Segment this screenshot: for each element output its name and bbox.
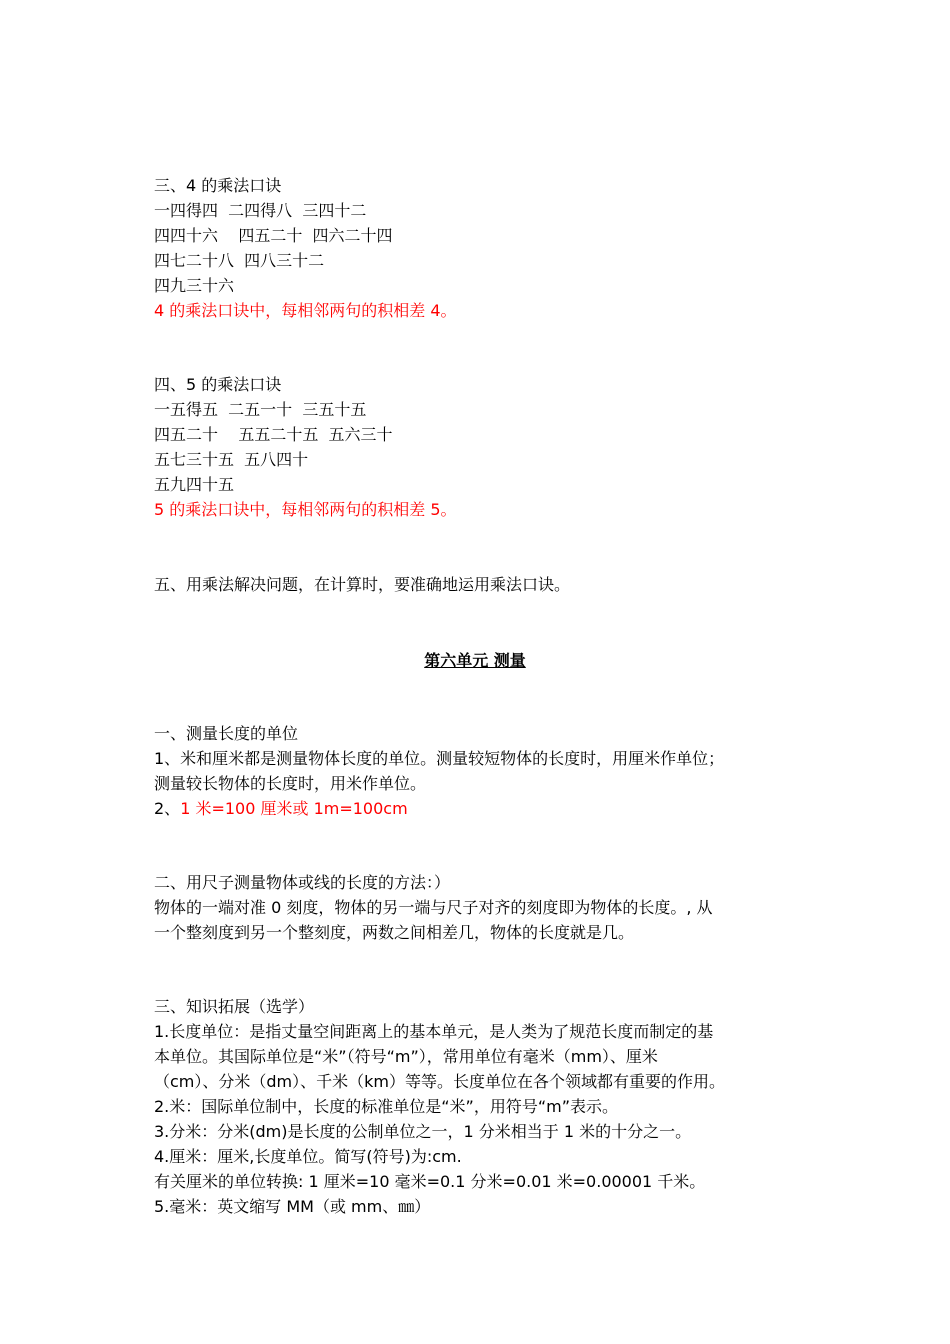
section-heading: 二、用尺子测量物体或线的长度的方法：） xyxy=(154,873,451,892)
paragraph-line: 一个整刻度到另一个整刻度，两数之间相差几，物体的长度就是几。 xyxy=(154,923,635,942)
paragraph-line: 5.毫米：英文缩写 MM（或 mm、㎜） xyxy=(154,1197,431,1216)
rhyme-line: 四七二十八 四八三十二 xyxy=(154,251,325,270)
rhyme-line: 四四十六 四五二十 四六二十四 xyxy=(154,226,393,245)
rhyme-line: 一五得五 二五一十 三五十五 xyxy=(154,400,367,419)
rhyme-line: 五七三十五 五八四十 xyxy=(154,450,309,469)
section-heading: 三、知识拓展（选学） xyxy=(154,997,315,1016)
rhyme-line: 四九三十六 xyxy=(154,276,235,295)
unit-title: 第六单元 测量 xyxy=(424,651,526,670)
item-prefix: 2、 xyxy=(154,799,181,818)
highlight-note: 4 的乘法口诀中，每相邻两句的积相差 4。 xyxy=(154,301,457,320)
paragraph-line: 3.分米：分米(dm)是长度的公制单位之一，1 分米相当于 1 米的十分之一。 xyxy=(154,1122,692,1141)
highlight-note: 5 的乘法口诀中，每相邻两句的积相差 5。 xyxy=(154,500,457,519)
paragraph-line xyxy=(154,798,408,820)
paragraph-line: （cm）、分米（dm）、千米（km）等等。长度单位在各个领域都有重要的作用。 xyxy=(154,1072,725,1091)
rhyme-line: 四五二十 五五二十五 五六三十 xyxy=(154,425,393,444)
paragraph-line: 2.米：国际单位制中，长度的标准单位是“米”，用符号“m”表示。 xyxy=(154,1097,619,1116)
rhyme-line: 五九四十五 xyxy=(154,475,235,494)
paragraph-line: 1.长度单位：是指丈量空间距离上的基本单元，是人类为了规范长度而制定的基 xyxy=(154,1022,714,1041)
highlight-formula: 1 米=100 厘米或 1m=100cm xyxy=(180,799,408,818)
section-heading: 三、4 的乘法口诀 xyxy=(154,176,282,195)
paragraph-line: 本单位。其国际单位是“米”（符号“m”），常用单位有毫米（mm）、厘米 xyxy=(154,1047,658,1066)
paragraph-line: 1、米和厘米都是测量物体长度的单位。测量较短物体的长度时，用厘米作单位； xyxy=(154,749,725,768)
section-heading: 四、5 的乘法口诀 xyxy=(154,375,282,394)
paragraph-line: 有关厘米的单位转换: 1 厘米=10 毫米=0.1 分米=0.01 米=0.00001 千米。 xyxy=(154,1172,706,1191)
paragraph-line: 物体的一端对准 0 刻度，物体的另一端与尺子对齐的刻度即为物体的长度。, 从 xyxy=(154,898,713,917)
section-heading: 一、测量长度的单位 xyxy=(154,724,299,743)
rhyme-line: 一四得四 二四得八 三四十二 xyxy=(154,201,367,220)
section-paragraph: 五、用乘法解决问题，在计算时，要准确地运用乘法口诀。 xyxy=(154,575,571,594)
paragraph-line: 4.厘米：厘米,长度单位。简写(符号)为:cm. xyxy=(154,1147,462,1166)
paragraph-line: 测量较长物体的长度时，用米作单位。 xyxy=(154,774,427,793)
